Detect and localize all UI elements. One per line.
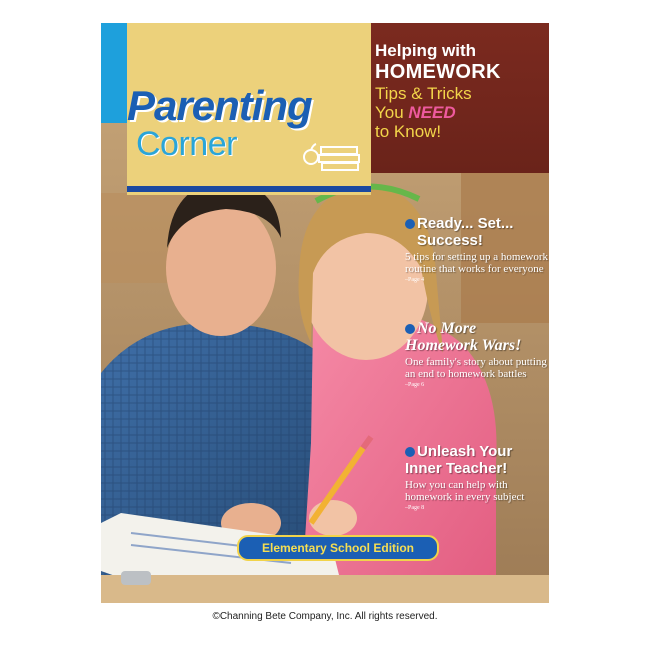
homework-promo: [375, 41, 545, 141]
promo-tips-line-2: [375, 103, 545, 122]
promo-line-2: HOMEWORK: [375, 61, 501, 83]
story-2-headline: [405, 320, 549, 354]
story-1-body: 5 tips for setting up a homework routine that works for everyone: [405, 251, 548, 275]
copyright-text: ©Channing Bete Company, Inc. All rights reserved.: [212, 611, 438, 622]
story-1-headline-part-1: Ready... Set...: [417, 215, 514, 232]
bullet-icon: [405, 447, 415, 457]
story-3-headline: [405, 443, 549, 477]
promo-tips-need: NEED: [408, 103, 456, 122]
story-2-headline-part-2: Homework Wars!: [405, 337, 522, 354]
bullet-icon: [405, 324, 415, 334]
books-and-apple-icon: [301, 133, 363, 173]
story-1-page: –Page 4: [405, 277, 425, 283]
story-2: [405, 320, 549, 388]
masthead-rule: [127, 186, 371, 192]
cover-title-line-1: Parenting: [127, 82, 312, 129]
story-2-page: –Page 6: [405, 382, 425, 388]
story-1: [405, 215, 549, 283]
cover-title-line-2: Corner: [136, 125, 237, 163]
story-1-headline-part-2: Success!: [417, 232, 483, 249]
masthead-accent-bar: [101, 23, 127, 123]
promo-tips-line-3: to Know!: [375, 122, 442, 141]
story-3: [405, 443, 549, 511]
story-2-headline-part-1: No More: [417, 320, 477, 337]
promo-tips-you: You: [375, 103, 404, 122]
story-3-headline-part-1: Unleash Your: [417, 443, 513, 460]
story-1-headline: [405, 215, 549, 249]
story-3-headline-part-2: Inner Teacher!: [405, 460, 508, 477]
magazine-cover: [101, 23, 549, 603]
story-3-body: How you can help with homework in every subject: [405, 479, 525, 503]
story-3-page: –Page 8: [405, 505, 425, 511]
story-2-body: One family's story about putting an end to homework battles: [405, 356, 547, 380]
bullet-icon: [405, 219, 415, 229]
promo-line-1: Helping with: [375, 41, 477, 60]
promo-tips-line-1: Tips & Tricks: [375, 84, 472, 103]
edition-badge: Elementary School Edition: [237, 535, 439, 561]
